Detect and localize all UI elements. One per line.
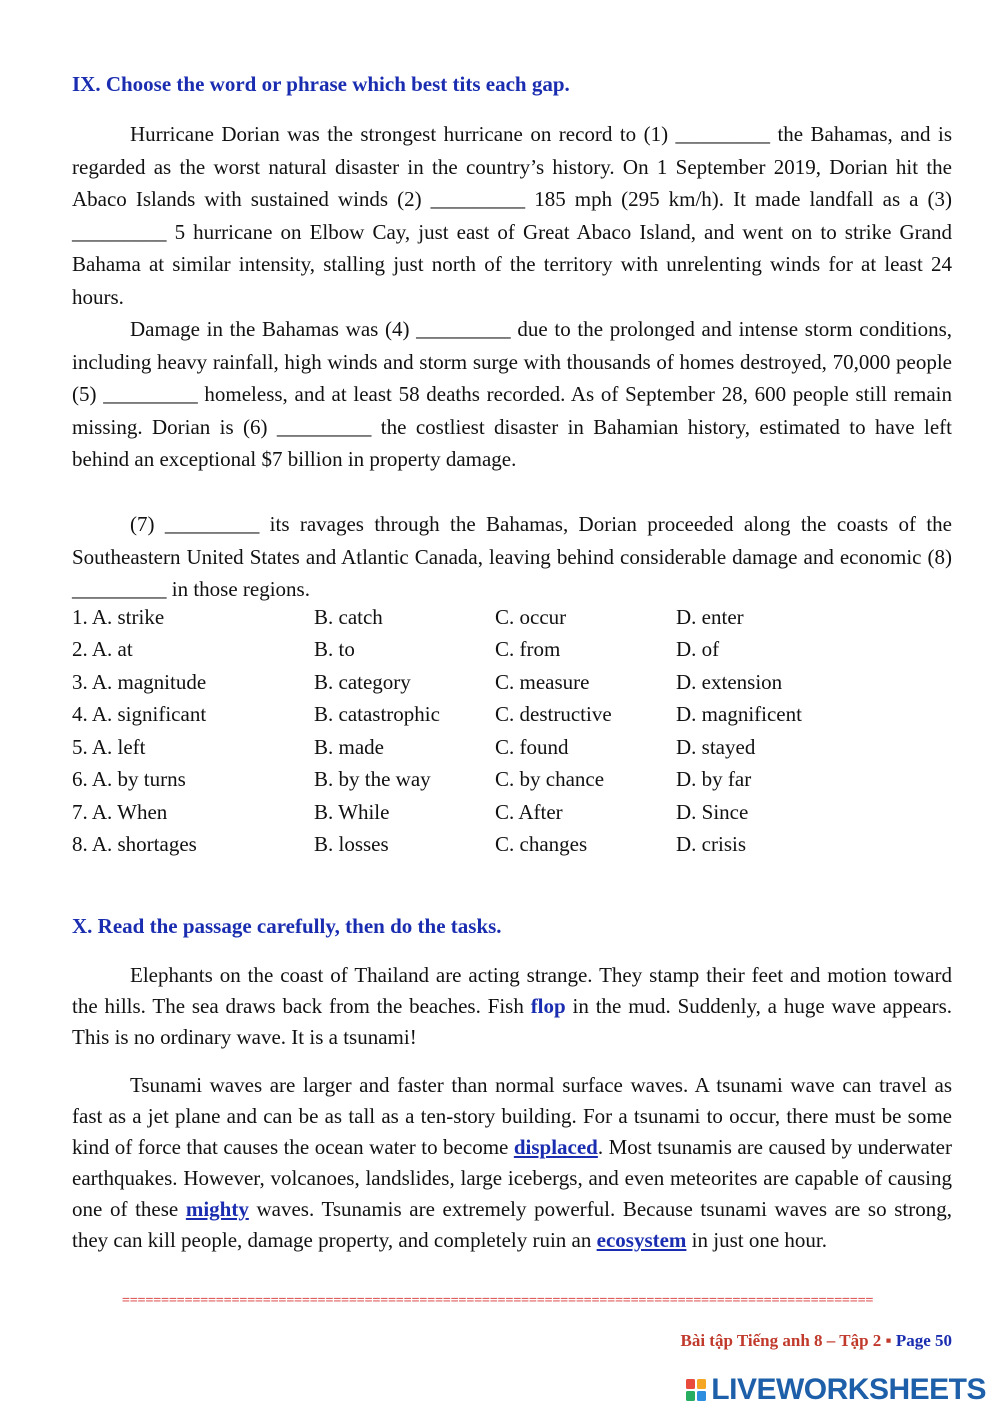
option-2d[interactable]: D. of (676, 637, 720, 661)
option-7d[interactable]: D. Since (676, 800, 749, 824)
section-9-paragraph-3: (7) _________ its ravages through the Bahamas, Dorian proceeded along the coasts of the Southeastern United States and Atlantic Canada, leaving behind considerable damage and economic (8) _________ in those regions. (72, 512, 952, 601)
option-3c[interactable]: C. measure (495, 670, 590, 694)
option-row-6 (72, 767, 952, 799)
option-row-2 (72, 637, 952, 669)
footer-divider: ================================================================================================ (122, 1293, 874, 1308)
option-row-3 (72, 670, 952, 702)
option-4b[interactable]: B. catastrophic (314, 702, 440, 726)
paragraph-text: Tsunami waves are larger and faster than normal surface waves. A tsunami wave can travel as fast as a jet plane and can be as tall as a ten-story building. For a tsunami to occur, there must be some kind of force that causes the ocean water to become (72, 1073, 952, 1159)
section-9-title: IX. Choose the word or phrase which best tits each gap. (72, 72, 570, 96)
option-8b[interactable]: B. losses (314, 832, 389, 856)
option-8c[interactable]: C. changes (495, 832, 588, 856)
option-row-8 (72, 832, 952, 864)
paragraph-text: Elephants on the coast of Thailand are acting strange. They stamp their feet and motion toward the hills. The sea draws back from the beaches. Fish (72, 963, 952, 1018)
option-7c[interactable]: C. After (495, 800, 563, 824)
keyword-mighty[interactable]: mighty (185, 1197, 249, 1221)
paragraph-text: . Most tsunamis are caused by underwater earthquakes. However, volcanoes, landslides, large icebergs, and even meteorites are capable of causing one of these (72, 1135, 952, 1221)
section-10-paragraph-1 (72, 960, 952, 1053)
option-3d[interactable]: D. extension (676, 670, 783, 694)
section-10-title: X. Read the passage carefully, then do the tasks. (72, 914, 502, 938)
option-1c[interactable]: C. occur (495, 605, 567, 629)
section-10-paragraph-2 (72, 1070, 952, 1256)
option-3a[interactable]: 3. A. magnitude (72, 670, 207, 694)
option-6a[interactable]: 6. A. by turns (72, 767, 186, 791)
option-6b[interactable]: B. by the way (314, 767, 431, 791)
option-2a[interactable]: 2. A. at (72, 637, 133, 661)
paragraph-text: waves. Tsunamis are extremely powerful. Because tsunami waves are so strong, they can kill people, damage property, and completely ruin an (72, 1197, 952, 1252)
section-9-paragraph-1: Hurricane Dorian was the strongest hurricane on record to (1) _________ the Bahamas, and is regarded as the worst natural disaster in the country’s history. On 1 September 2019, Dorian hit the Abaco Islands with sustained winds (2) _________ 185 mph (295 km/h). It made landfall as a (3) _________ 5 hurricane on Elbow Cay, just east of Great Abaco Island, and went on to strike Grand Bahama at similar intensity, stalling just north of the territory with unrelenting winds for at least 24 hours. (72, 122, 952, 309)
option-2c[interactable]: C. from (495, 637, 561, 661)
option-5a[interactable]: 5. A. left (72, 735, 146, 759)
keyword-displaced[interactable]: displaced (513, 1135, 598, 1159)
liveworksheets-logo-text: LIVEWORKSHEETS (711, 1373, 986, 1406)
option-row-7 (72, 800, 952, 832)
option-5b[interactable]: B. made (314, 735, 384, 759)
option-row-5 (72, 735, 952, 767)
option-7b[interactable]: B. While (314, 800, 390, 824)
paragraph-text: in just one hour. (686, 1228, 828, 1252)
keyword-ecosystem[interactable]: ecosystem (596, 1228, 687, 1252)
keyword-flop[interactable]: flop (530, 994, 566, 1018)
option-1d[interactable]: D. enter (676, 605, 744, 629)
page-footer (681, 1331, 953, 1351)
liveworksheets-logo-icon (685, 1377, 707, 1403)
paragraph-text: in the mud. Suddenly, a huge wave appears. This is no ordinary wave. It is a tsunami! (72, 994, 953, 1049)
option-5d[interactable]: D. stayed (676, 735, 756, 759)
option-1a[interactable]: 1. A. strike (72, 605, 165, 629)
option-4c[interactable]: C. destructive (495, 702, 612, 726)
section-9-paragraph-2: Damage in the Bahamas was (4) _________ due to the prolonged and intense storm conditions, including heavy rainfall, high winds and storm surge with thousands of homes destroyed, 70,000 people (5) _________ homeless, and at least 58 deaths recorded. As of September 28, 600 people still remain missing. Dorian is (6) _________ the costliest disaster in Bahamian history, estimated to have left behind an exceptional $7 billion in property damage. (72, 317, 952, 471)
option-row-1 (72, 605, 952, 637)
option-4d[interactable]: D. magnificent (676, 702, 802, 726)
footer-book-title: Bài tập Tiếng anh 8 – Tập 2 ▪ (680, 1331, 896, 1350)
option-4a[interactable]: 4. A. significant (72, 702, 207, 726)
option-2b[interactable]: B. to (314, 637, 355, 661)
option-6d[interactable]: D. by far (676, 767, 752, 791)
option-7a[interactable]: 7. A. When (72, 800, 168, 824)
liveworksheets-logo[interactable] (685, 1372, 986, 1408)
option-6c[interactable]: C. by chance (495, 767, 605, 791)
option-1b[interactable]: B. catch (314, 605, 383, 629)
option-3b[interactable]: B. category (314, 670, 411, 694)
option-row-4 (72, 702, 952, 734)
option-5c[interactable]: C. found (495, 735, 569, 759)
option-8a[interactable]: 8. A. shortages (72, 832, 197, 856)
page-number: Page 50 (895, 1331, 952, 1350)
option-8d[interactable]: D. crisis (676, 832, 746, 856)
